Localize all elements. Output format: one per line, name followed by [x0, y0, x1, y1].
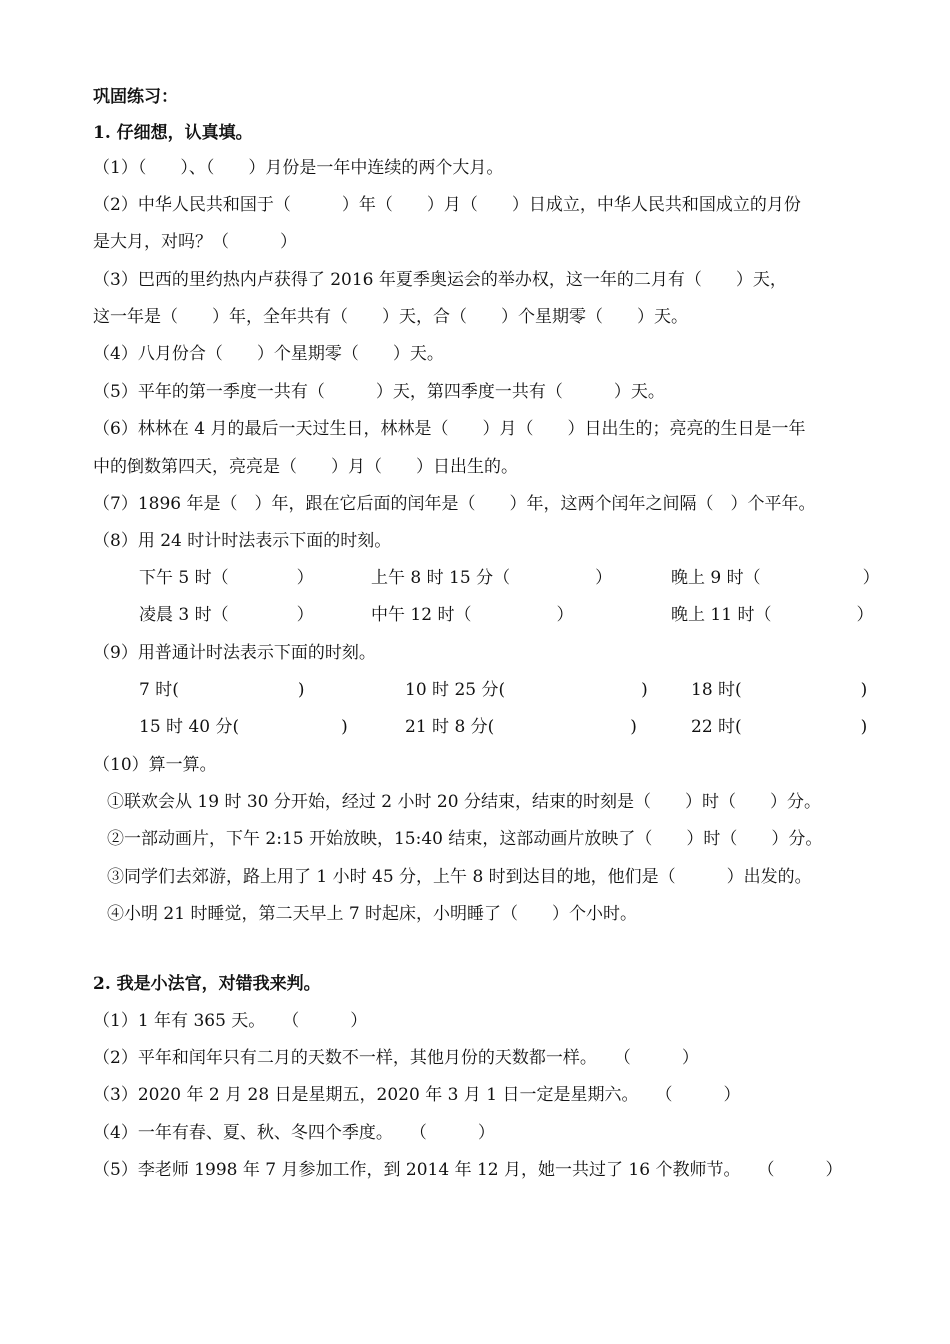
section1-title: 1. 仔细想，认真填。	[93, 123, 253, 143]
q9-item: 18 时( )	[691, 680, 868, 700]
question-line: （8）用 24 时计时法表示下面的时刻。	[93, 531, 392, 551]
question-line: （3）巴西的里约热内卢获得了 2016 年夏季奥运会的举办权，这一年的二月有（ ）天，	[93, 270, 787, 290]
q8-item: 下午 5 时（ ）	[139, 568, 314, 588]
q9-item: 21 时 8 分( )	[405, 717, 637, 737]
q10-item: ④小明 21 时睡觉，第二天早上 7 时起床，小明睡了（ ）个小时。	[107, 904, 638, 924]
question-line: （4）八月份合（ ）个星期零（ ）天。	[93, 344, 444, 364]
true-false-item: （1）1 年有 365 天。 （ ）	[93, 1011, 368, 1031]
question-line: 是大月，对吗？（ ）	[93, 232, 297, 252]
question-line: （6）林林在 4 月的最后一天过生日，林林是（ ）月（ ）日出生的；亮亮的生日是一年	[93, 419, 806, 439]
question-line: （1）（ ）、（ ）月份是一年中连续的两个大月。	[93, 158, 504, 178]
q9-item: 7 时( )	[139, 680, 305, 700]
true-false-item: （4）一年有春、夏、秋、冬四个季度。 （ ）	[93, 1123, 495, 1143]
q9-item: 22 时( )	[691, 717, 868, 737]
q10-item: ②一部动画片，下午 2:15 开始放映，15:40 结束，这部动画片放映了（ ）时（ ）分。	[107, 829, 823, 849]
q8-item: 凌晨 3 时（ ）	[139, 605, 314, 625]
section2-title: 2. 我是小法官，对错我来判。	[93, 974, 321, 994]
q8-item: 中午 12 时（ ）	[371, 605, 574, 625]
q9-item: 15 时 40 分( )	[139, 717, 348, 737]
q9-item: 10 时 25 分( )	[405, 680, 648, 700]
q10-item: ①联欢会从 19 时 30 分开始，经过 2 小时 20 分结束，结束的时刻是（ ）时（ ）分。	[107, 792, 821, 812]
worksheet-heading: 巩固练习：	[93, 87, 178, 107]
true-false-item: （2）平年和闰年只有二月的天数不一样，其他月份的天数都一样。 （ ）	[93, 1048, 699, 1068]
q8-item: 晚上 9 时（ ）	[671, 568, 880, 588]
true-false-item: （5）李老师 1998 年 7 月参加工作，到 2014 年 12 月，她一共过了 16 个教师节。 （ ）	[93, 1160, 843, 1180]
question-line: （2）中华人民共和国于（ ）年（ ）月（ ）日成立，中华人民共和国成立的月份	[93, 195, 801, 215]
question-line: 这一年是（ ）年，全年共有（ ）天，合（ ）个星期零（ ）天。	[93, 307, 688, 327]
q8-item: 上午 8 时 15 分（ ）	[371, 568, 613, 588]
question-line: （10）算一算。	[93, 755, 217, 775]
question-line: （9）用普通计时法表示下面的时刻。	[93, 643, 376, 663]
q8-item: 晚上 11 时（ ）	[671, 605, 874, 625]
question-line: （5）平年的第一季度一共有（ ）天，第四季度一共有（ ）天。	[93, 382, 665, 402]
true-false-item: （3）2020 年 2 月 28 日是星期五，2020 年 3 月 1 日一定是星期六。 （ ）	[93, 1085, 741, 1105]
question-line: （7）1896 年是（ ）年，跟在它后面的闰年是（ ）年，这两个闰年之间隔（ ）个平年。	[93, 494, 816, 514]
q10-item: ③同学们去郊游，路上用了 1 小时 45 分，上午 8 时到达目的地，他们是（ ）出发的。	[107, 867, 812, 887]
question-line: 中的倒数第四天，亮亮是（ ）月（ ）日出生的。	[93, 457, 518, 477]
